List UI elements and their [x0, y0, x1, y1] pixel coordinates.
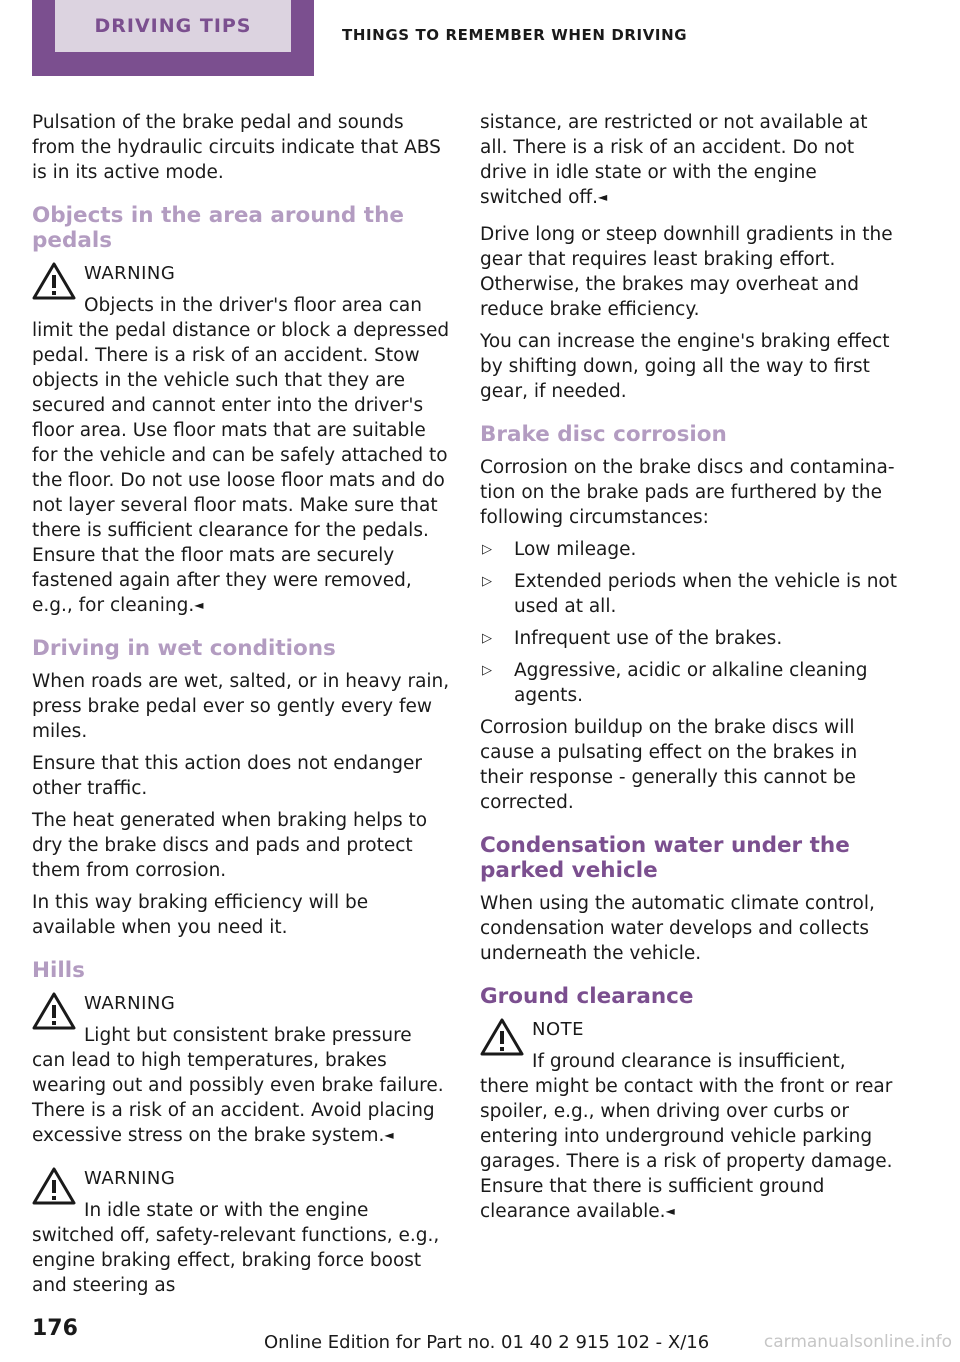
end-marker: ◄	[598, 190, 608, 204]
pedals-warning-text: Objects in the driver's floor area can limit the pedal distance or block a depressed pedal. There is a risk of an accident. Stow objects in the vehicle such that they are secured and cannot enter into the driver's floor area. Use floor mats that are suitable for the vehicle and can be safely attached to the floor. Do not use loose floor mats and do not layer several floor mats. Make sure that there is sufficient clearance for the pedals. Ensure that the floor mats are securely fastened again after they were removed, e.g., for cleaning.	[32, 295, 450, 616]
left-column	[32, 110, 450, 1308]
brake-disc-corrosion-heading: Brake disc corrosion	[480, 422, 727, 447]
warning-label: WARNING	[84, 1168, 176, 1189]
bullet-icon: ▷	[482, 663, 492, 678]
hills-warning-2-text: In idle state or with the engine switched off, safety-relevant functions, e.g., engine braking effect, braking force boost and steering as	[32, 1200, 440, 1296]
hills-heading: Hills	[32, 958, 85, 983]
list-item: ▷ Extended periods when the vehicle is not used at all.	[482, 571, 898, 617]
condensation-text: When using the automatic climate control, condensation water develops and collects underneath the vehicle.	[480, 893, 875, 964]
wet-paragraph: When roads are wet, salted, or in heavy rain, press brake pedal ever so gently every few miles.	[32, 671, 450, 742]
pedals-heading: Objects in the area around the pedals	[32, 203, 404, 253]
watermark: carmanualsonline.info	[763, 1332, 952, 1352]
warning-label: WARNING	[84, 993, 176, 1014]
page-header-title: THINGS TO REMEMBER WHEN DRIVING	[342, 26, 688, 44]
section-tab-label: DRIVING TIPS	[55, 0, 291, 52]
bullet-icon: ▷	[482, 542, 492, 557]
wet-paragraph: Ensure that this action does not endanger other traffic.	[32, 753, 422, 799]
downhill-paragraph: Drive long or steep downhill gradients in the gear that requires least braking effort. Otherwise, the brakes may overheat and reduce brake efficiency.	[480, 224, 893, 320]
ground-clearance-heading: Ground clearance	[480, 984, 694, 1009]
wet-conditions-heading: Driving in wet conditions	[32, 636, 336, 661]
continued-warning-text: sistance, are restricted or not available at all. There is a risk of an accident. Do not drive in idle state or with the engine switched off.	[480, 112, 868, 208]
section-tab	[32, 0, 314, 76]
warning-triangle-icon	[32, 991, 76, 1031]
clearance-note-text: If ground clearance is insufficient, there might be contact with the front or rear spoiler, e.g., when driving over curbs or entering into underground vehicle parking garages. There is a risk of property damage. Ensure that there is sufficient ground clearance available.	[480, 1051, 893, 1222]
abs-intro-paragraph: Pulsation of the brake pedal and sounds from the hydraulic circuits indicate that ABS is in its active mode.	[32, 112, 441, 183]
note-label: NOTE	[532, 1019, 585, 1040]
hills-warning-1-text: Light but consistent brake pressure can lead to high temperatures, brakes wearing out and possibly even brake failure. There is a risk of an accident. Avoid placing excessive stress on the brake system.	[32, 1025, 444, 1146]
hills-warning-1	[32, 991, 450, 1148]
list-item: ▷ Infrequent use of the brakes.	[482, 628, 783, 649]
warning-triangle-icon	[480, 1017, 524, 1057]
footer-edition: Online Edition for Part no. 01 40 2 915 102 - X/16	[264, 1332, 710, 1353]
warning-triangle-icon	[32, 1166, 76, 1206]
bullet-icon: ▷	[482, 574, 492, 589]
list-item: ▷ Low mileage.	[482, 539, 637, 560]
page-number: 176	[32, 1316, 78, 1341]
warning-label: WARNING	[84, 263, 176, 284]
warning-triangle-icon	[32, 261, 76, 301]
downhill-paragraph: You can increase the engine's braking effect by shifting down, going all the way to first gear, if needed.	[480, 331, 890, 402]
condensation-heading: Condensation water under the parked vehicle	[480, 833, 850, 883]
end-marker: ◄	[194, 598, 204, 612]
corrosion-outro: Corrosion buildup on the brake discs will cause a pulsating effect on the brakes in their response - generally this cannot be corrected.	[480, 717, 858, 813]
wet-paragraph: In this way braking efficiency will be available when you need it.	[32, 892, 369, 938]
corrosion-intro: Corrosion on the brake discs and contamination on the brake pads are furthered by the following circumstances:	[480, 457, 895, 528]
right-column	[480, 110, 898, 1234]
list-item: ▷ Aggressive, acidic or alkaline cleaning agents.	[482, 660, 868, 706]
end-marker: ◄	[665, 1204, 675, 1218]
hills-warning-2	[32, 1166, 450, 1298]
end-marker: ◄	[384, 1128, 394, 1142]
pedals-warning	[32, 261, 450, 618]
bullet-icon: ▷	[482, 631, 492, 646]
corrosion-list	[480, 537, 898, 708]
clearance-note	[480, 1017, 898, 1224]
wet-paragraph: The heat generated when braking helps to dry the brake discs and pads and protect them from corrosion.	[32, 810, 428, 881]
